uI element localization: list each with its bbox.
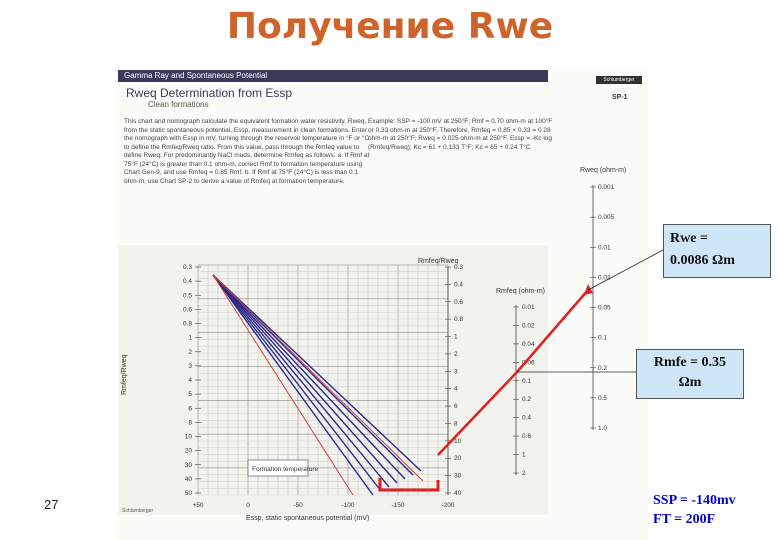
ssp-ft-label <box>653 491 736 529</box>
left-tick-label: 50 <box>184 490 192 497</box>
document-subheading: Clean formations <box>148 100 209 109</box>
left-tick-label: 1 <box>188 334 192 342</box>
ratio-tick-label: 0.3 <box>454 264 464 271</box>
ssp-value: SSP = -140mv <box>653 493 736 508</box>
left-tick-label: 10 <box>184 433 192 441</box>
schlumberger-logo: Schlumberger <box>596 76 642 84</box>
rwe-callout-leader <box>588 250 663 290</box>
x-tick-label: 0 <box>246 502 250 509</box>
ft-value: FT = 200F <box>653 512 716 527</box>
left-tick-label: 0.6 <box>182 306 192 314</box>
x-tick-label: -150 <box>391 502 405 509</box>
rmfeq-tick-label: 0.2 <box>522 396 532 404</box>
left-tick-label: 40 <box>184 475 192 483</box>
ssp-entry-path <box>380 478 438 490</box>
left-tick-label: 0.5 <box>182 292 192 300</box>
rmfeq-tick-label: 0.4 <box>522 414 532 422</box>
formation-temperature-legend-text: Formation temperature <box>252 466 319 473</box>
ratio-tick-label: 20 <box>454 455 462 463</box>
rweq-tick-label: 0.05 <box>598 304 611 312</box>
rweq-tick-label: 0.01 <box>598 244 611 252</box>
left-axis-label: Rmfeq/Rweq <box>121 354 128 395</box>
rmfeq-tick-label: 0.1 <box>522 377 532 385</box>
ratio-tick-label: 8 <box>454 420 458 428</box>
rweq-tick-label: 0.2 <box>598 364 608 372</box>
ratio-tick-label: 10 <box>454 437 462 445</box>
ratio-tick-label: 0.8 <box>454 316 464 324</box>
ratio-tick-label: 6 <box>454 403 458 411</box>
chart-id: SP-1 <box>612 94 628 101</box>
x-tick-label: +50 <box>192 502 204 509</box>
rmfeq-tick-label: 0.04 <box>522 340 535 348</box>
rmfeq-tick-label: 0.01 <box>522 304 535 311</box>
rmfeq-tick-label: 2 <box>522 470 526 477</box>
left-tick-label: 4 <box>188 377 192 384</box>
rmfeq-tick-label: 1 <box>522 451 526 459</box>
rwe-callout-line2: 0.0086 Ωm <box>670 253 735 268</box>
left-tick-label: 0.3 <box>182 264 192 271</box>
x-tick-label: -200 <box>441 502 455 509</box>
left-tick-label: 8 <box>188 419 192 427</box>
rweq-axis-label: Rweq (ohm-m) <box>580 167 627 174</box>
document-body-text: This chart and nomograph calculate the equivalent formation water resistivity, Rweq, from the static spontaneous potential, Essp, measurement in clean formations. Enter the nomograph with Essp in mV, turning through the reservoir temperature in °F or °C to define the Rmfeq/Rweq ratio. From this value, pass through the Rmfeq value to define Rweq. For predominantly NaCl muds, determine Rmfeq as follows: a. If Rmf at 75°F (24°C) is greater than 0.1 ohm-m, correct Rmf to formation temperature using Chart Gen-9, and use Rmfeq = 0.85 Rmf. b. If Rmf at 75°F (24°C) is less than 0.1 ohm-m, use Chart SP-2 to derive a value of Rmfeq at formation temperature. <box>124 118 370 185</box>
left-tick-label: 20 <box>184 447 192 455</box>
ratio-tick-label: 40 <box>454 490 462 497</box>
left-tick-label: 6 <box>188 405 192 413</box>
rmfeq-tick-label: 0.6 <box>522 433 532 441</box>
document-example-text: Example: SSP = -100 mV at 250°F; Rmf = 0.70 ohm-m at 100°F or 0.33 ohm-m at 250°F. Therefore, Rmfeq = 0.85 × 0.33 = 0.28 ohm-m at 250°F; Rweq = 0.025 ohm-m at 250°F. Essp = -Kc log (Rmfeq/Rweq); Kc = 61 + 0.133 T°F; Kc = 65 + 0.24 T°C <box>368 118 553 151</box>
rmfeq-tick-label: 0.02 <box>522 322 535 330</box>
ratio-tick-label: 0.6 <box>454 298 464 306</box>
ratio-tick-label: 1 <box>454 333 458 341</box>
left-tick-label: 30 <box>184 461 192 469</box>
rmfeq-tick-label: 0.06 <box>522 359 535 367</box>
rweq-tick-label: 0.005 <box>598 214 615 222</box>
document-header: Gamma Ray and Spontaneous Potential <box>118 70 548 82</box>
rwe-callout-line1: Rwe = <box>670 231 708 246</box>
x-axis-label: Essp, static spontaneous potential (mV) <box>246 515 370 522</box>
rmfe-callout-line1: Rmfe = 0.35 <box>653 355 727 370</box>
rmfeq-construction-line <box>438 372 517 455</box>
rweq-tick-label: 0.5 <box>598 394 608 402</box>
rwe-callout <box>663 224 771 278</box>
rmfe-callout <box>636 349 744 399</box>
ratio-tick-label: 0.4 <box>454 281 464 289</box>
rmfeq-axis-label: Rmfeq (ohm-m) <box>496 288 546 295</box>
left-tick-label: 0.8 <box>182 320 192 328</box>
rweq-construction-line <box>517 290 588 372</box>
rweq-tick-label: 0.02 <box>598 274 611 282</box>
ratio-tick-label: 30 <box>454 472 462 480</box>
slide-title: Получение Rwe <box>226 6 554 47</box>
x-tick-label: -50 <box>293 502 303 509</box>
rmfe-callout-line2: Ωm <box>678 375 702 390</box>
left-tick-label: 5 <box>188 391 192 399</box>
footer-logo: Schlumberger <box>122 508 154 514</box>
ratio-tick-label: 2 <box>454 350 458 358</box>
rweq-tick-label: 1.0 <box>598 425 608 432</box>
x-tick-label: -100 <box>341 502 355 509</box>
rweq-tick-label: 0.001 <box>598 184 615 191</box>
page-number: 27 <box>44 497 59 512</box>
rweq-scale-ticks <box>590 184 615 432</box>
ratio-axis-label: Rmfeq/Rweq <box>418 258 459 265</box>
left-tick-label: 2 <box>188 348 192 356</box>
ratio-tick-label: 3 <box>454 368 458 376</box>
left-tick-label: 0.4 <box>182 278 192 286</box>
ratio-tick-label: 4 <box>454 385 458 393</box>
document-heading: Rweq Determination from Essp <box>126 86 293 100</box>
left-tick-label: 3 <box>188 362 192 370</box>
rweq-tick-label: 0.1 <box>598 334 608 342</box>
